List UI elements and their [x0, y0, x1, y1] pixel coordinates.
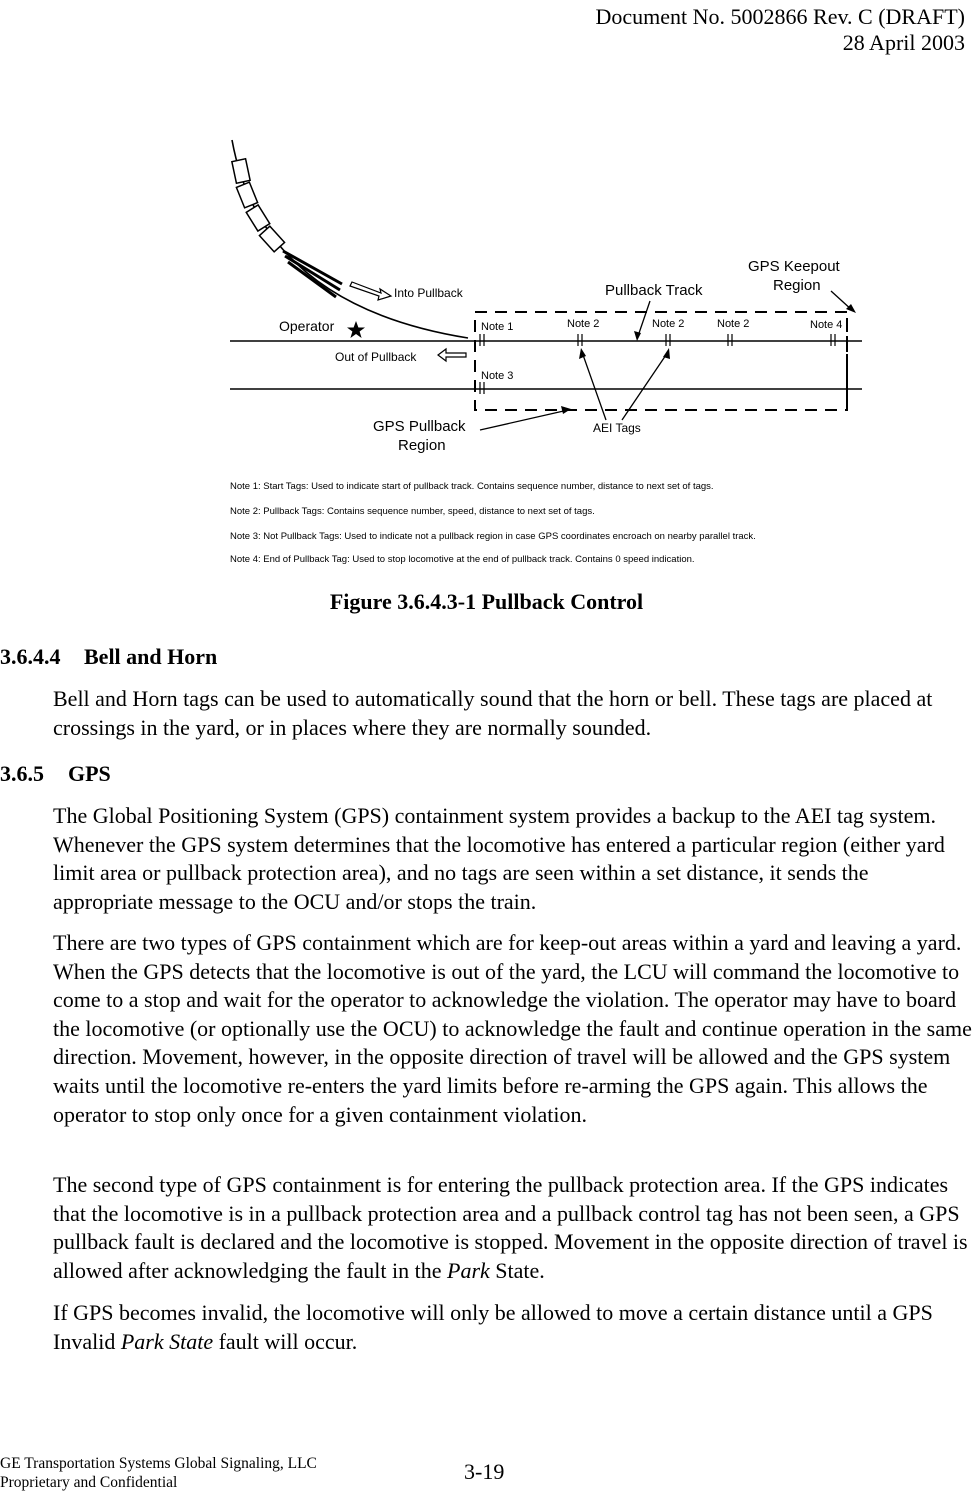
- gps-pullback-region-label-1: GPS Pullback: [373, 418, 466, 435]
- pullback-control-figure: [225, 135, 865, 575]
- figure-note-2: Note 2: Pullback Tags: Contains sequence number, speed, distance to next set of tags.: [230, 506, 595, 517]
- aei-tag-marks: [480, 334, 835, 394]
- park-state-italic: Park State: [120, 1328, 214, 1354]
- figure-note-3: Note 3: Not Pullback Tags: Used to indicate not a pullback region in case GPS coordinates encroach on nearby parallel track.: [230, 531, 756, 542]
- out-of-pullback-label: Out of Pullback: [335, 350, 417, 364]
- note2-label-a: Note 2: [567, 318, 600, 330]
- section-heading-gps: [0, 761, 111, 787]
- gps-paragraph-2: There are two types of GPS containment which are for keep-out areas within a yard and leaving a yard. When the GPS detects that the locomotive is out of the yard, the LCU will command the locomotive to come to a stop and wait for the operator to acknowledge the violation. The operator may have to board the locomotive (or optionally use the OCU) to acknowledge the fault and continue operation in the same direction. Movement, however, in the opposite direction of travel will be allowed and the GPS system waits until the locomotive re-enters the yard limits before re-arming the GPS again. This allows the operator to stop only once for a given containment violation.: [53, 930, 972, 1127]
- footer-company: GE Transportation Systems Global Signaling, LLC Proprietary and Confidential: [0, 1455, 317, 1491]
- gps-paragraph-1: The Global Positioning System (GPS) containment system provides a backup to the AEI tag system. Whenever the GPS system determines that the locomotive has entered a particular region (either yard limit area or pullback protection area), and no tags are seen within a set distance, it sends the appropriate message to the OCU and/or stops the train.: [53, 803, 945, 914]
- out-of-pullback-arrow-icon: [438, 349, 466, 361]
- gps-paragraph-3: The second type of GPS containment is for entering the pullback protection area. If the GPS indicates that the locomotive is in a pullback protection area and a pullback control tag has not been seen, a GPS pullback fault is declared and the locomotive is stopped. Movement in the opposite direction of travel is allowed after acknowledging the fault in the Park State.: [53, 1172, 968, 1283]
- gps-keepout-label-1: GPS Keepout: [748, 258, 840, 275]
- page-number: 3-19: [464, 1459, 505, 1484]
- section-title: GPS: [68, 761, 111, 786]
- section-title: Bell and Horn: [84, 644, 218, 669]
- section-number: 3.6.5: [0, 761, 44, 786]
- document-date: 28 April 2003: [842, 30, 965, 55]
- park-state-italic: Park: [447, 1257, 490, 1283]
- operator-label: Operator: [279, 318, 335, 334]
- gps-keepout-region-lines: [847, 318, 865, 408]
- figure-note-1: Note 1: Start Tags: Used to indicate start of pullback track. Contains sequence number, distance to next set of tags.: [230, 481, 714, 492]
- note1-label: Note 1: [481, 321, 514, 333]
- pullback-track-label: Pullback Track: [605, 282, 703, 299]
- operator-star-icon: [347, 321, 365, 338]
- document-number: Document No. 5002866 Rev. C (DRAFT): [595, 4, 965, 29]
- into-pullback-arrow-icon: [350, 282, 391, 300]
- note2-label-b: Note 2: [652, 318, 685, 330]
- gps-keepout-label-2: Region: [773, 277, 821, 294]
- note4-label: Note 4: [810, 319, 843, 331]
- note2-label-c: Note 2: [717, 318, 750, 330]
- into-pullback-label: Into Pullback: [394, 286, 463, 300]
- rail-cars: [232, 159, 285, 252]
- bell-horn-paragraph: Bell and Horn tags can be used to automatically sound that the horn or bell. These tags are placed at crossings in the yard, or in places where they are normally sounded.: [53, 686, 933, 740]
- gps-pullback-region-label-2: Region: [398, 437, 446, 454]
- gps-paragraph-4: If GPS becomes invalid, the locomotive will only be allowed to move a certain distance until a GPS Invalid Park State fault will occur.: [53, 1300, 933, 1354]
- section-heading-bell-horn: [0, 644, 217, 670]
- figure-caption: Figure 3.6.4.3-1 Pullback Control: [329, 589, 644, 614]
- note3-label: Note 3: [481, 370, 514, 382]
- figure-note-4: Note 4: End of Pullback Tag: Used to stop locomotive at the end of pullback track. Contains 0 speed indication.: [230, 554, 695, 565]
- aei-tags-label: AEI Tags: [593, 421, 641, 435]
- document-header: [596, 4, 966, 56]
- section-number: 3.6.4.4: [0, 644, 61, 669]
